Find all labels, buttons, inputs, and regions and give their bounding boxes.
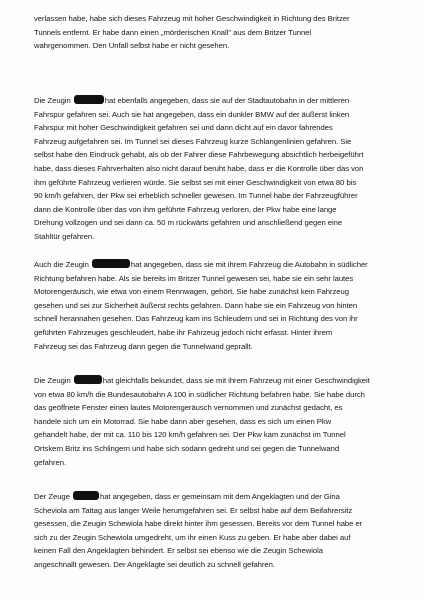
text-line: von etwa 80 km/h die Bundesautobahn A 100 in südlicher Richtung befahren habe. Sie habe durch [34,389,365,399]
text-line [0,490,424,504]
text-line: selbst habe den Eindruck gehabt, als ob der Fahrer diese Fahrbewegung absichtlich herbeigeführt [34,150,364,160]
text-line: Fahrspur mit hoher Geschwindigkeit gefahren sei und dann dicht auf ein davor fahrendes [34,123,333,133]
redaction-block [73,491,99,500]
text-line: dann die Kontrolle über das von ihm geführte Fahrzeug verloren, der Pkw habe eine lange [34,204,337,214]
text-line: Stahltür gefahren. [34,231,95,241]
redaction-block [74,375,102,384]
text-line: sich zu der Zeugin Schewiola umgedreht, um ihr einen Kuss zu geben. Er habe aber dabei auf [34,532,351,542]
text-line: 90 km/h gefahren, der Pkw sei erheblich schneller gewesen. Im Tunnel habe der Fahrzeugführer [34,191,358,201]
text-line: gehandelt habe, der mit ca. 110 bis 120 km/h gefahren sei. Der Pkw kam zunächst im Tunnel [34,430,346,440]
text-line: angeschnallt gewesen. Der Angeklagte sei deutlich zu schnell gefahren. [34,559,275,569]
redaction-block [92,259,130,268]
witness-lead: Die Zeugin [34,376,71,385]
text-line: Fahrzeug sei das Fahrzeug dann gegen die Tunnelwand geprallt. [34,341,253,351]
line-text: hat angegeben, dass sie mit ihrem Fahrzeug die Autobahn in südlicher [130,260,368,269]
text-line: Fahrspur gefahren sei. Auch sie hat angegeben, dass ein dunkler BMW auf der äußerst linken [34,109,350,119]
text-line: Richtung befahren habe. Als sie bereits im Britzer Tunnel gewesen sei, habe sie ein sehr lautes [34,273,354,283]
text-line: Drehung vollzogen und sei dann ca. 50 m rückwärts gefahren und anschließend gegen eine [34,218,343,228]
paragraph-1 [0,12,424,53]
text-line: Ortskern Britz ins Schlingern und habe sich sodann gedreht und sei gegen die Tunnelwand [34,443,340,453]
line-text: hat ebenfalls angegeben, dass sie auf der Stadtautobahn in der mittleren [104,96,350,105]
text-line: handele sich um ein Motorrad. Sie habe dann aber gesehen, dass es sich um einen Pkw [34,416,332,426]
text-line: verlassen habe, habe sich dieses Fahrzeug mit hoher Geschwindigkeit in Richtung des Britzer [34,14,350,23]
paragraph-2 [0,94,424,244]
paragraph-3 [0,258,424,353]
paragraph-4 [0,374,424,469]
text-line [0,374,424,388]
paragraph-5 [0,490,424,572]
text-line: geführten Fahrzeuges geschleudert, habe ihr Fahrzeug jedoch nicht erfasst. Hinter ihrem [34,327,333,337]
text-line: Fahrzeug aufgefahren sei. Im Tunnel sei dieses Fahrzeug kurze Schlangenlinien gefahren. Sie [34,136,352,146]
line-text: hat gleichfalls bekundet, dass sie mit ihrem Fahrzeug mit einer Geschwindigkeit [102,376,370,385]
text-line: das geöffnete Fenster einen lautes Motorengeräusch vernommen und zunächst gedacht, es [34,403,343,413]
line-text: hat angegeben, dass er gemeinsam mit dem Angeklagten und der Gina [99,492,340,501]
text-line: Scheviola am Tattag aus langer Weile herumgefahren sei. Er selbst habe auf dem Beifahrersitz [34,505,353,515]
text-line: gesehen und sei zur Sicherheit äußerst rechts gefahren. Dann habe sie ein Fahrzeug von hinten [34,300,358,310]
witness-lead: Der Zeuge [34,492,70,501]
text-line: schnell herannahen gesehen. Das Fahrzeug kam ins Schleudern und sei in Richtung des von ihr [34,314,358,324]
text-line: Tunnels entfernt. Er habe dann einen „mörderischen Knall" aus dem Britzer Tunnel [34,27,312,37]
text-line: Motorengeräusch, wie etwa von einem Rennwagen, gehört. Sie habe zunächst kein Fahrzeug [34,287,349,297]
text-line: gesessen, die Zeugin Schewiola habe direkt hinter ihm gesessen. Bereits vor dem Tunnel habe er [34,519,363,529]
redaction-block [74,95,104,104]
text-line: ihm geführte Fahrzeug verlieren würde. Sie selbst sei mit einer Geschwindigkeit von etwa 80 bis [34,177,357,187]
text-line: wahrgenommen. Den Unfall selbst habe er nicht gesehen. [34,41,230,51]
text-line [0,94,424,108]
witness-lead: Auch die Zeugin [34,260,89,269]
text-line: gefahren. [34,457,67,467]
text-line: habe, dass dieses Fahrverhalten also nicht darauf beruht habe, dass er die Kontrolle über das von [34,163,364,173]
text-line [0,258,424,272]
witness-lead: Die Zeugin [34,96,71,105]
text-line: keinen Fall den Angeklagten behindert. Er selbst sei ebenso wie die Zeugin Schewiola [34,546,323,556]
